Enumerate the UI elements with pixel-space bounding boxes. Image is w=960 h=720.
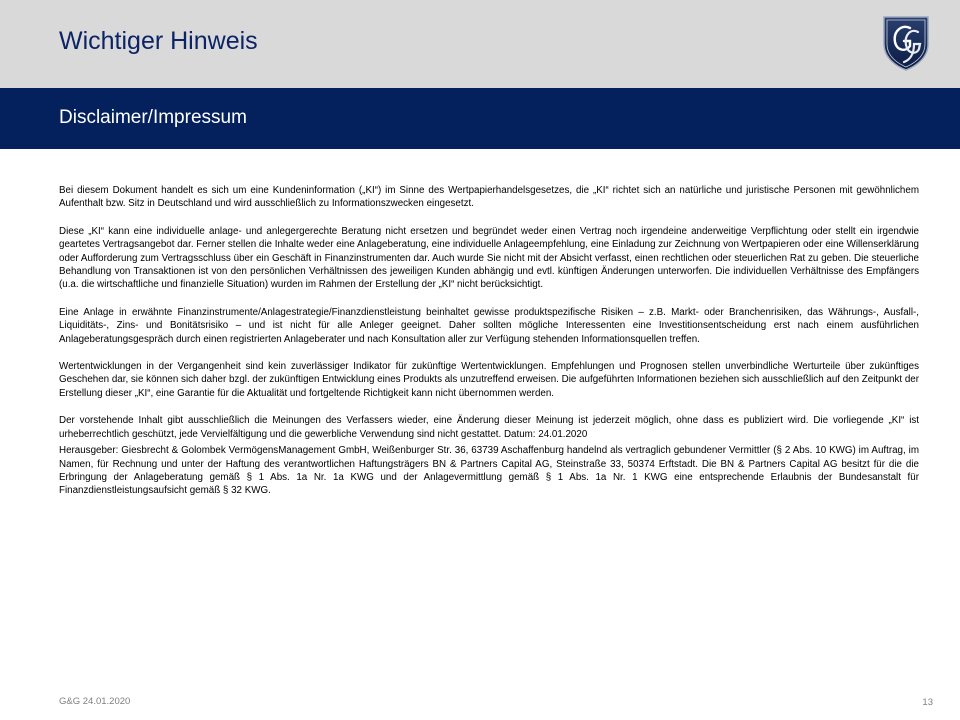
paragraph-no-advice: Diese „KI“ kann eine individuelle anlage- und anlegergerechte Beratung nicht ersetzen und begründet weder einen Vertrag noch irgendeine anderweitige Verpflichtung oder stellt ein irgendwie geartetes Vertragsangebot dar. Ferner stellen die Inhalte weder eine Anlageberatung, eine individuelle Anlageempfehlung, eine Einladung zur Zeichnung von Wertpapieren oder eine Willenserklärung oder Aufforderung zum Vertragsschluss über ein Geschäft in Finanzinstrumenten dar. Auch wurde Sie nicht mit der Absicht verfasst, einen rechtlichen oder steuerlichen Rat zu geben. Die steuerliche Behandlung von Transaktionen ist von den persönlichen Verhältnissen des jeweiligen Kunden abhängig und evtl. künftigen Änderungen unterworfen. Die individuellen Verhältnisse des Empfängers (u.a. die wirtschaftliche und finanzielle Situation) wurden im Rahmen der Erstellung der „KI“ nicht berücksichtigt. <box>59 225 919 291</box>
page-number: 13 <box>922 697 933 708</box>
paragraph-past-performance: Wertentwicklungen in der Vergangenheit sind kein zuverlässiger Indikator für zukünftige Wertentwicklungen. Empfehlungen und Prognosen stellen unverbindliche Werturteile über zukünftiges Geschehen dar, sie können sich daher bzgl. der zukünftigen Entwicklung eines Produkts als unzutreffend erweisen. Die aufgeführten Informationen beziehen sich ausschließlich auf den Zeitpunkt der Erstellung dieser „KI“, eine Garantie für die Aktualität und fortgeltende Richtigkeit kann nicht übernommen werden. <box>59 361 919 399</box>
gg-monogram-shield-icon <box>880 14 932 72</box>
paragraph-ki-definition: Bei diesem Dokument handelt es sich um eine Kundeninformation („KI“) im Sinne des Wertpapierhandelsgesetzes, die „KI“ richtet sich an natürliche und juristische Personen mit gewöhnlichem Aufenthalt bzw. Sitz in Deutschland und wird ausschließlich zu Informationszwecken eingesetzt. <box>59 185 919 210</box>
footer-date: G&G 24.01.2020 <box>59 696 131 707</box>
disclaimer-body <box>59 184 919 512</box>
section-subtitle: Disclaimer/Impressum <box>59 107 247 128</box>
paragraph-risks: Eine Anlage in erwähnte Finanzinstrumente/Anlagestrategie/Finanzdienstleistung beinhaltet gewisse produktspezifische Risiken – z.B. Markt- oder Branchenrisiken, das Währungs-, Ausfall-, Liquiditäts-, Zins- und Bonitätsrisiko – und ist nicht für alle Anleger geeignet. Daher sollten mögliche Interessenten eine Investitionsentscheidung erst nach einem ausführlichen Anlageberatungsgespräch durch einen registrierten Anlageberater und nach Konsultation aller zur Verfügung stehenden Informationsquellen treffen. <box>59 306 919 345</box>
paragraph-copyright: Der vorstehende Inhalt gibt ausschließlich die Meinungen des Verfassers wieder, eine Änderung dieser Meinung ist jederzeit möglich, ohne dass es publiziert wird. Die vorliegende „KI“ ist urheberrechtlich geschützt, jede Vervielfältigung und die gewerbliche Verwendung sind nicht gestattet. Datum: 24.01.2020 <box>59 415 919 440</box>
paragraph-publisher: Herausgeber: Giesbrecht & Golombek VermögensManagement GmbH, Weißenburger Str. 36, 63739 Aschaffenburg handelnd als vertraglich gebundener Vermittler (§ 2 Abs. 10 KWG) im Auftrag, im Namen, für Rechnung und unter der Haftung des verantwortlichen Haftungsträgers BN & Partners Capital AG, Steinstraße 33, 50374 Erftstadt. Die BN & Partners Capital AG besitzt für die die Erbringung der Anlageberatung gemäß § 1 Abs. 1a Nr. 1a KWG und der Anlagevermittlung gemäß § 1 Abs. 1a Nr. 1 KWG eine entsprechende Erlaubnis der Bundesanstalt für Finanzdienstleistungsaufsicht gemäß § 32 KWG. <box>59 445 919 497</box>
page-title: Wichtiger Hinweis <box>59 27 258 55</box>
